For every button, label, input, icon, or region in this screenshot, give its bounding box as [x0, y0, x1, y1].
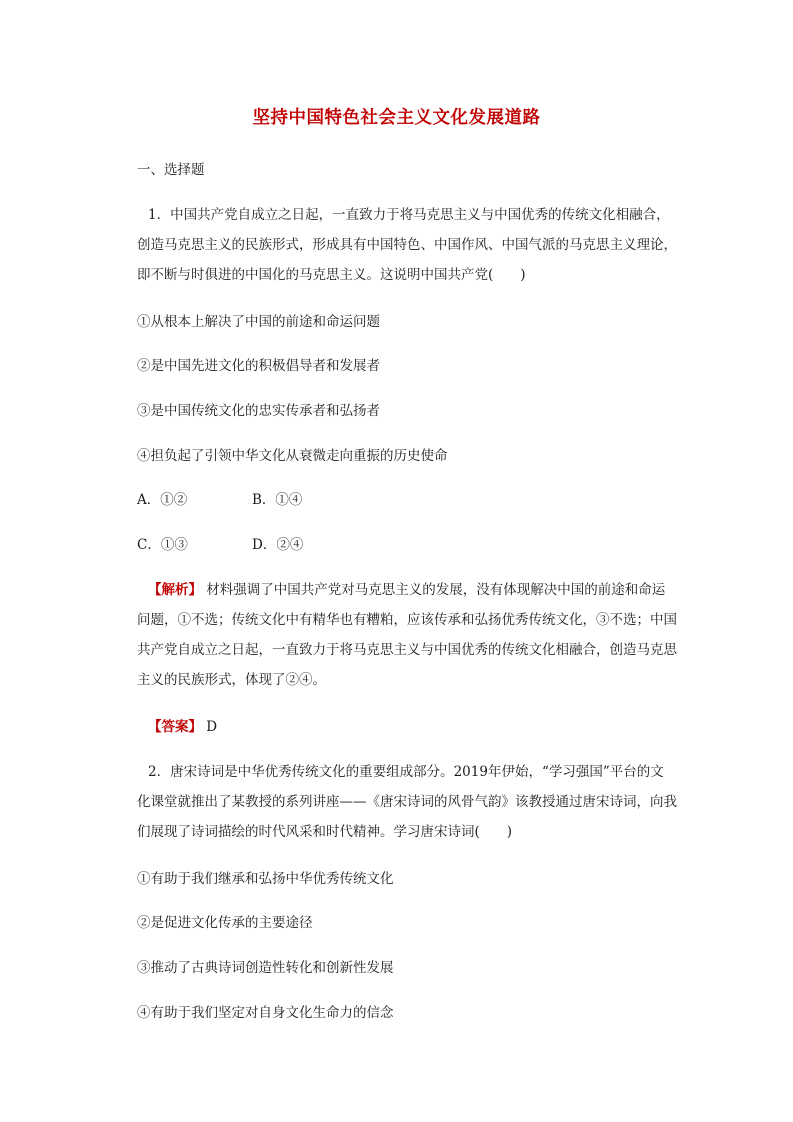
q1-option-a: A．①②: [137, 492, 188, 508]
q1-option-b: B．①④: [252, 492, 303, 508]
q2-stem-line-2: 化课堂就推出了某教授的系列讲座——《唐宋诗词的风骨气韵》该教授通过唐宋诗词，向我: [137, 794, 677, 810]
q2-stem-line-3: 们展现了诗词描绘的时代风采和时代精神。学习唐宋诗词( ): [137, 824, 513, 840]
analysis-text-1: 材料强调了中国共产党对马克思主义的发展，没有体现解决中国的前途和命运: [206, 582, 666, 598]
q1-stem-line-1: 1．中国共产党自成立之日起，一直致力于将马克思主义与中国优秀的传统文化相融合，: [148, 207, 670, 223]
analysis-tag: 【解析】: [148, 582, 202, 598]
q1-stem-line-3: 即不断与时俱进的中国化的马克思主义。这说明中国共产党( ): [137, 267, 526, 283]
q1-item-3: ③是中国传统文化的忠实传承者和弘扬者: [137, 403, 380, 419]
q1-analysis-line-2: 问题，①不选；传统文化中有精华也有糟粕，应该传承和弘扬优秀传统文化，③不选；中国: [137, 612, 677, 628]
q1-analysis-line-4: 主义的民族形式，体现了②④。: [137, 672, 326, 688]
answer-tag: 【答案】: [148, 719, 202, 735]
q1-item-1: ①从根本上解决了中国的前途和命运问题: [137, 314, 380, 330]
q1-answer-line: [148, 715, 217, 735]
q1-analysis-line-3: 共产党自成立之日起，一直致力于将马克思主义与中国优秀的传统文化相融合，创造马克思: [137, 642, 677, 658]
document-title: 坚持中国特色社会主义文化发展道路: [252, 108, 541, 128]
q2-item-1: ①有助于我们继承和弘扬中华优秀传统文化: [137, 871, 394, 887]
q2-item-4: ④有助于我们坚定对自身文化生命力的信念: [137, 1005, 394, 1021]
q1-option-c: C．①③: [137, 537, 188, 553]
q1-item-2: ②是中国先进文化的积极倡导者和发展者: [137, 358, 380, 374]
answer-value: D: [206, 719, 218, 735]
q2-stem-line-1: 2．唐宋诗词是中华优秀传统文化的重要组成部分。2019年伊始，“学习强国”平台的文: [148, 764, 664, 780]
q1-item-4: ④担负起了引领中华文化从衰微走向重振的历史使命: [137, 448, 448, 464]
section-heading: 一、选择题: [137, 162, 205, 178]
q1-stem-line-2: 创造马克思主义的民族形式，形成具有中国特色、中国作风、中国气派的马克思主义理论，: [137, 237, 677, 253]
q1-analysis-line-1: [148, 578, 665, 598]
q1-option-d: D．②④: [252, 537, 304, 553]
q2-item-2: ②是促进文化传承的主要途径: [137, 915, 313, 931]
q2-item-3: ③推动了古典诗词创造性转化和创新性发展: [137, 960, 394, 976]
